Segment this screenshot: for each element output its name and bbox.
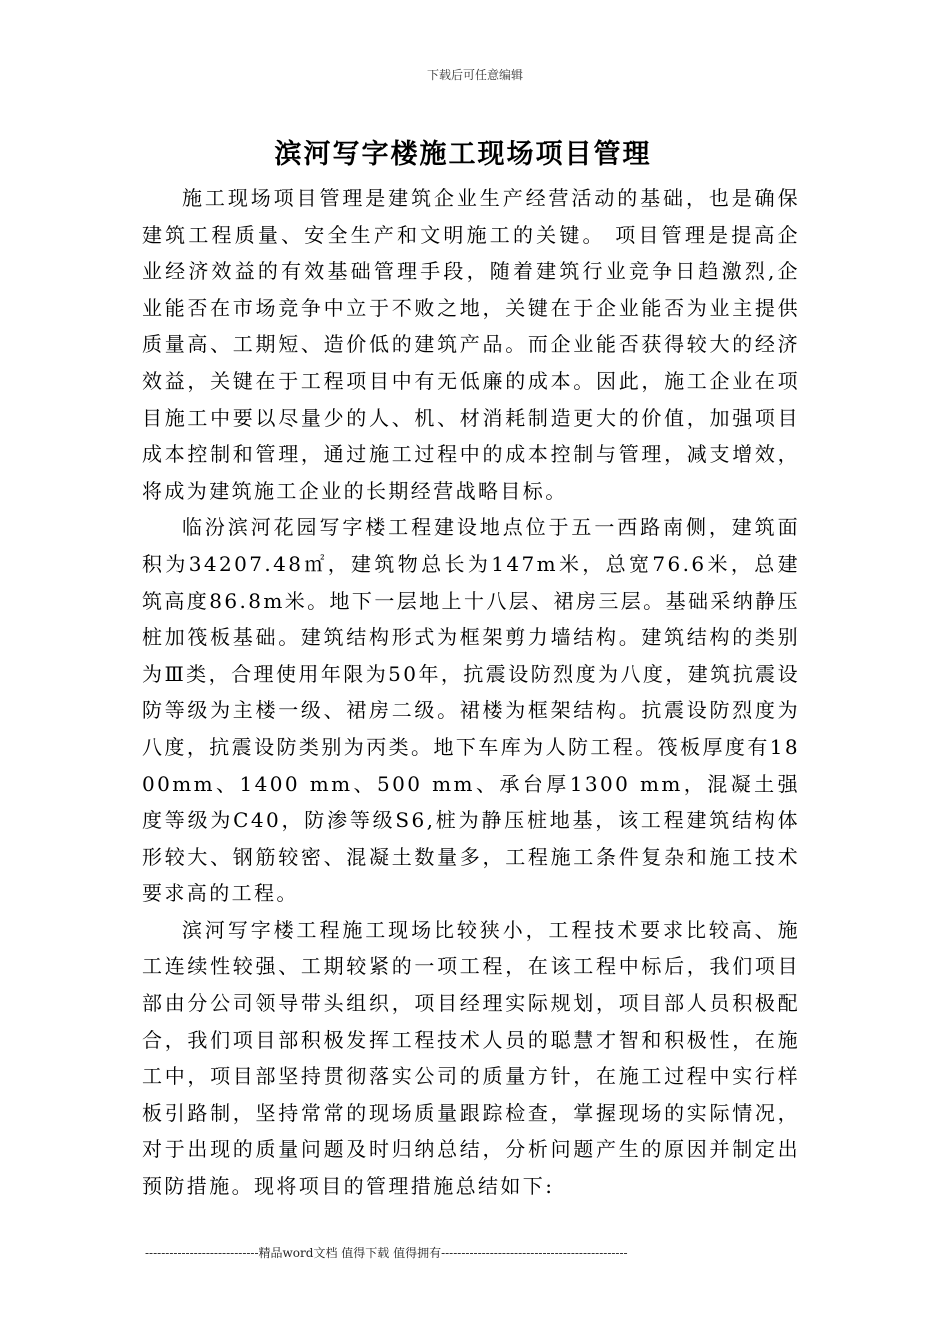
paragraph-management-summary: 滨河写字楼工程施工现场比较狭小，工程技术要求比较高、施工连续性较强、工期较紧的一项工程，在该工程中标后，我们项目部由分公司领导带头组织，项目经理实际规划，项目部人员积极配合，我们项目部积极发挥工程技术人员的聪慧才智和积极性，在施工中，项目部坚持贯彻落实公司的质量方针，在施工过程中实行样板引路制，坚持常常的现场质量跟踪检查，掌握现场的实际情况，对于出现的质量问题及时归纳总结，分析问题产生的原因并制定出预防措施。现将项目的管理措施总结如下: [142, 917, 800, 1199]
document-body [142, 180, 800, 1205]
footer-note: ----------------------------精品word文档 值得下载 值得拥有---------------------------------------------- [145, 1246, 628, 1260]
header-note: 下载后可任意编辑 [426, 68, 523, 82]
paragraph-project-overview: 临汾滨河花园写字楼工程建设地点位于五一西路南侧，建筑面积为34207.48㎡，建筑物总长为147m米，总宽76.6米，总建筑高度86.8m米。地下一层地上十八层、裙房三层。基础采纳静压桩加筏板基础。建筑结构形式为框架剪力墙结构。建筑结构的类别为Ⅲ类，合理使用年限为50年，抗震设防烈度为八度，建筑抗震设防等级为主楼一级、裙房二级。裙楼为框架结构。抗震设防烈度为八度，抗震设防类别为丙类。地下车库为人防工程。筏板厚度有1800mm、1400 mm、500 mm、承台厚1300 mm，混凝土强度等级为C40，防渗等级S6,桩为静压桩地基，该工程建筑结构体形较大、钢筋较密、混凝土数量多，工程施工条件复杂和施工技术要求高的工程。 [142, 515, 800, 906]
paragraph-intro: 施工现场项目管理是建筑企业生产经营活动的基础，也是确保建筑工程质量、安全生产和文明施工的关键。 项目管理是提高企业经济效益的有效基础管理手段，随着建筑行业竞争日趋激烈,企业能否在市场竞争中立于不败之地，关键在于企业能否为业主提供质量高、工期短、造价低的建筑产品。而企业能否获得较大的经济效益，关键在于工程项目中有无低廉的成本。因此，施工企业在项目施工中要以尽量少的人、机、材消耗制造更大的价值，加强项目成本控制和管理，通过施工过程中的成本控制与管理，减支增效，将成为建筑施工企业的长期经营战略目标。 [142, 186, 800, 503]
document-title: 滨河写字楼施工现场项目管理 [274, 139, 652, 170]
